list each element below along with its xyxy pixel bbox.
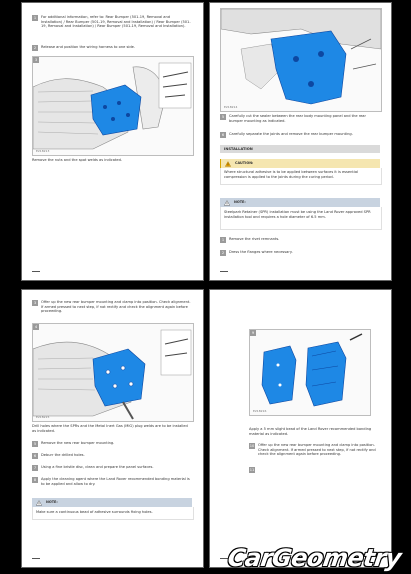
step-text: Offer up the new rear bumper mounting and clamp into position. Check alignment. If armed pressed to next step, if not rectify and check the alignment again before proceeding. — [41, 300, 191, 314]
figure-reference: E218216 — [253, 409, 267, 413]
figure-caption: Remove the nuts and the spot welds as indicated. — [32, 158, 123, 162]
adhesive-bead-illustration — [250, 330, 370, 415]
step-5 — [32, 441, 192, 447]
warning-icon — [225, 161, 231, 167]
note-body — [220, 207, 382, 230]
caution-header — [220, 159, 380, 168]
figure-caption: Apply a 5 mm slight bead of the Land Rover recommended bonding material as indicated. — [249, 427, 372, 436]
figure-number: 4 — [34, 325, 38, 329]
step-5 — [220, 114, 380, 123]
drilling-illustration — [33, 324, 193, 421]
step-number: 7 — [33, 466, 37, 470]
step-7 — [32, 465, 192, 471]
step-2 — [220, 250, 380, 256]
step-number: 10 — [249, 444, 255, 448]
step-number: 5 — [221, 115, 225, 119]
manual-page-3 — [22, 290, 203, 567]
step-10 — [249, 443, 384, 457]
figure-removal — [220, 8, 382, 112]
step-text: Using a fine bristle disc, clean and prepare the panel surfaces. — [41, 465, 154, 469]
note-text: Make sure a continuous bead of adhesive surrounds fixing holes. — [36, 510, 153, 514]
manual-page-2 — [210, 3, 391, 280]
figure-reference: E218215 — [36, 415, 50, 419]
note-label: NOTE: — [46, 500, 58, 504]
step-number: 2 — [33, 46, 37, 50]
step-text: Offer up the new rear bumper mounting and clamp into position. Check alignment. If armed pressed to next step, if not rectify and check the alignment again before proceeding. — [258, 443, 376, 457]
note-header — [220, 198, 380, 207]
figure-reference: E218213 — [36, 149, 50, 153]
step-1 — [220, 237, 380, 243]
step-number: 6 — [33, 454, 37, 458]
figure-9 — [249, 329, 371, 416]
step-text: For additional information, refer to: Rear Bumper (501-19, Removal and Installation) / Rear Bumper (501-19, Removal and Installation) / Rear Bumper (501-19, Removal and Installation) / Rear Bumper (501-19, Removal and Installation). — [41, 15, 191, 29]
step-6 — [220, 132, 380, 138]
step-8 — [32, 477, 192, 486]
step-1 — [32, 15, 192, 29]
step-text: Apply the cleaning agent where the Land Rover recommended bonding material is to be applied and allow to dry. — [41, 477, 190, 486]
note-text: Steelpark Retainer (SPR) installation must be using the Land Rover approved SPR installation tool and requires a hole diameter of 6.5 mm. — [224, 210, 371, 219]
page-number-rule — [220, 271, 228, 272]
step-text: Deburr the drilled holes. — [41, 453, 85, 457]
figure-reference: E218214 — [224, 105, 238, 109]
bumper-mounting-illustration — [33, 57, 193, 155]
info-icon — [224, 200, 230, 206]
figure-number: 3 — [34, 58, 38, 62]
step-3 — [32, 300, 192, 314]
step-number: 11 — [249, 468, 255, 472]
caution-body — [220, 168, 382, 185]
manual-page-1 — [22, 3, 203, 280]
step-text: Remove the new rear bumper mounting. — [41, 441, 115, 445]
step-11 — [249, 467, 384, 473]
step-number: 1 — [33, 16, 37, 20]
figure-caption: Drill holes where the SPRs and the Metal Inert Gas (MIG) plug welds are to be installed as indicated. — [32, 424, 188, 433]
info-icon — [36, 500, 42, 506]
step-number: 3 — [33, 301, 37, 305]
section-banner — [220, 145, 380, 153]
step-text: Release and position the wiring harness to one side. — [41, 45, 135, 49]
note-label: NOTE: — [234, 200, 246, 204]
step-text: Carefully cut the sealer between the rear body mounting panel and the rear bumper mounting as indicated. — [229, 114, 366, 123]
manual-page-4 — [210, 290, 391, 567]
figure-number: 9 — [251, 331, 255, 335]
step-text: Carefully separate the joints and remove the rear bumper mounting. — [229, 132, 353, 136]
step-number: 8 — [33, 478, 37, 482]
caution-label: CAUTION: — [235, 161, 254, 165]
note-body — [32, 507, 194, 520]
step-text: Dress the flanges where necessary. — [229, 250, 293, 254]
note-header — [32, 498, 192, 507]
caution-text: Where structural adhesive is to be applied between surfaces it is essential compression is applied to the joints during the curing period. — [224, 170, 359, 179]
step-2 — [32, 45, 192, 51]
figure-4 — [32, 323, 194, 422]
figure-3 — [32, 56, 194, 156]
step-number: 2 — [221, 251, 225, 255]
site-watermark-logo: CarGeometry — [226, 544, 403, 572]
step-number: 1 — [221, 238, 225, 242]
step-6 — [32, 453, 192, 459]
mounting-removal-illustration — [221, 9, 381, 111]
step-number: 6 — [221, 133, 225, 137]
section-title: INSTALLATION — [224, 146, 253, 151]
step-number: 5 — [33, 442, 37, 446]
page-number-rule — [32, 558, 40, 559]
step-text: Remove the rivet remnants. — [229, 237, 280, 241]
page-number-rule — [32, 271, 40, 272]
